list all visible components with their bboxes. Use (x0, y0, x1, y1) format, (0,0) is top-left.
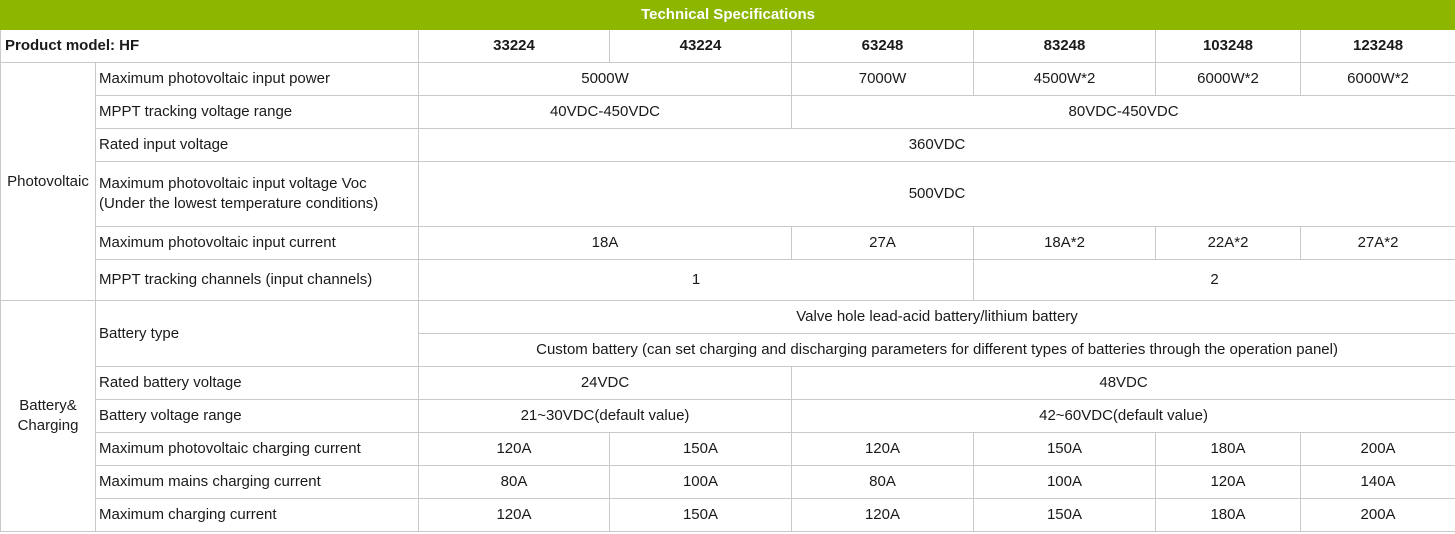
table-row (1, 400, 1455, 433)
value-cell: 120A (419, 499, 610, 532)
value-cell: 1 (419, 260, 974, 301)
value-cell: 120A (792, 499, 974, 532)
model-header: 83248 (974, 30, 1156, 63)
category-battery-charging (1, 301, 96, 532)
value-cell: 180A (1156, 433, 1301, 466)
category-label-line: Battery& (19, 397, 77, 414)
value-cell: 100A (974, 466, 1156, 499)
table-row (1, 499, 1455, 532)
value-cell: Valve hole lead-acid battery/lithium battery (419, 301, 1455, 334)
param-label: Battery type (96, 301, 419, 367)
value-cell: 5000W (419, 63, 792, 96)
value-cell: 42~60VDC(default value) (792, 400, 1455, 433)
value-cell: 27A*2 (1301, 227, 1455, 260)
value-cell: 40VDC-450VDC (419, 96, 792, 129)
category-photovoltaic: Photovoltaic (1, 63, 96, 301)
model-label: Product model: HF (1, 30, 419, 63)
value-cell: 120A (792, 433, 974, 466)
param-label: Rated input voltage (96, 129, 419, 162)
table-row (1, 260, 1455, 301)
value-cell: 6000W*2 (1156, 63, 1301, 96)
value-cell: 120A (1156, 466, 1301, 499)
value-cell: 7000W (792, 63, 974, 96)
table-row (1, 129, 1455, 162)
value-cell: 150A (974, 499, 1156, 532)
value-cell: 150A (974, 433, 1156, 466)
value-cell: 6000W*2 (1301, 63, 1455, 96)
value-cell: 48VDC (792, 367, 1455, 400)
value-cell: 140A (1301, 466, 1455, 499)
value-cell: 27A (792, 227, 974, 260)
value-cell: 24VDC (419, 367, 792, 400)
param-label: Maximum photovoltaic input current (96, 227, 419, 260)
model-row (1, 30, 1455, 63)
table-row (1, 466, 1455, 499)
value-cell: 21~30VDC(default value) (419, 400, 792, 433)
value-cell: 4500W*2 (974, 63, 1156, 96)
model-header: 63248 (792, 30, 974, 63)
table-title: Technical Specifications (1, 1, 1455, 30)
table-row (1, 433, 1455, 466)
value-cell: 500VDC (419, 162, 1455, 227)
model-header: 123248 (1301, 30, 1455, 63)
value-cell: 200A (1301, 433, 1455, 466)
value-cell: 200A (1301, 499, 1455, 532)
value-cell: 2 (974, 260, 1455, 301)
table-row (1, 367, 1455, 400)
param-label: MPPT tracking channels (input channels) (96, 260, 419, 301)
param-label: Maximum mains charging current (96, 466, 419, 499)
param-label: Maximum photovoltaic charging current (96, 433, 419, 466)
param-label-line: (Under the lowest temperature conditions) (99, 195, 379, 212)
value-cell: 360VDC (419, 129, 1455, 162)
model-header: 33224 (419, 30, 610, 63)
table-row (1, 162, 1455, 227)
value-cell: 150A (610, 499, 792, 532)
param-label: MPPT tracking voltage range (96, 96, 419, 129)
value-cell: 120A (419, 433, 610, 466)
param-label: Maximum charging current (96, 499, 419, 532)
value-cell: Custom battery (can set charging and discharging parameters for different types of batteries through the operation panel) (419, 334, 1455, 367)
table-row (1, 96, 1455, 129)
table-row (1, 301, 1455, 334)
value-cell: 180A (1156, 499, 1301, 532)
model-header: 43224 (610, 30, 792, 63)
value-cell: 18A*2 (974, 227, 1156, 260)
value-cell: 150A (610, 433, 792, 466)
param-label: Maximum photovoltaic input power (96, 63, 419, 96)
value-cell: 100A (610, 466, 792, 499)
value-cell: 22A*2 (1156, 227, 1301, 260)
param-label: Rated battery voltage (96, 367, 419, 400)
value-cell: 80A (419, 466, 610, 499)
model-header: 103248 (1156, 30, 1301, 63)
value-cell: 80VDC-450VDC (792, 96, 1455, 129)
category-label-line: Charging (17, 417, 79, 434)
table-row (1, 227, 1455, 260)
value-cell: 18A (419, 227, 792, 260)
param-label-line: Maximum photovoltaic input voltage Voc (99, 175, 367, 192)
table-row (1, 63, 1455, 96)
param-label (96, 162, 419, 227)
title-row (1, 1, 1455, 30)
value-cell: 80A (792, 466, 974, 499)
param-label: Battery voltage range (96, 400, 419, 433)
